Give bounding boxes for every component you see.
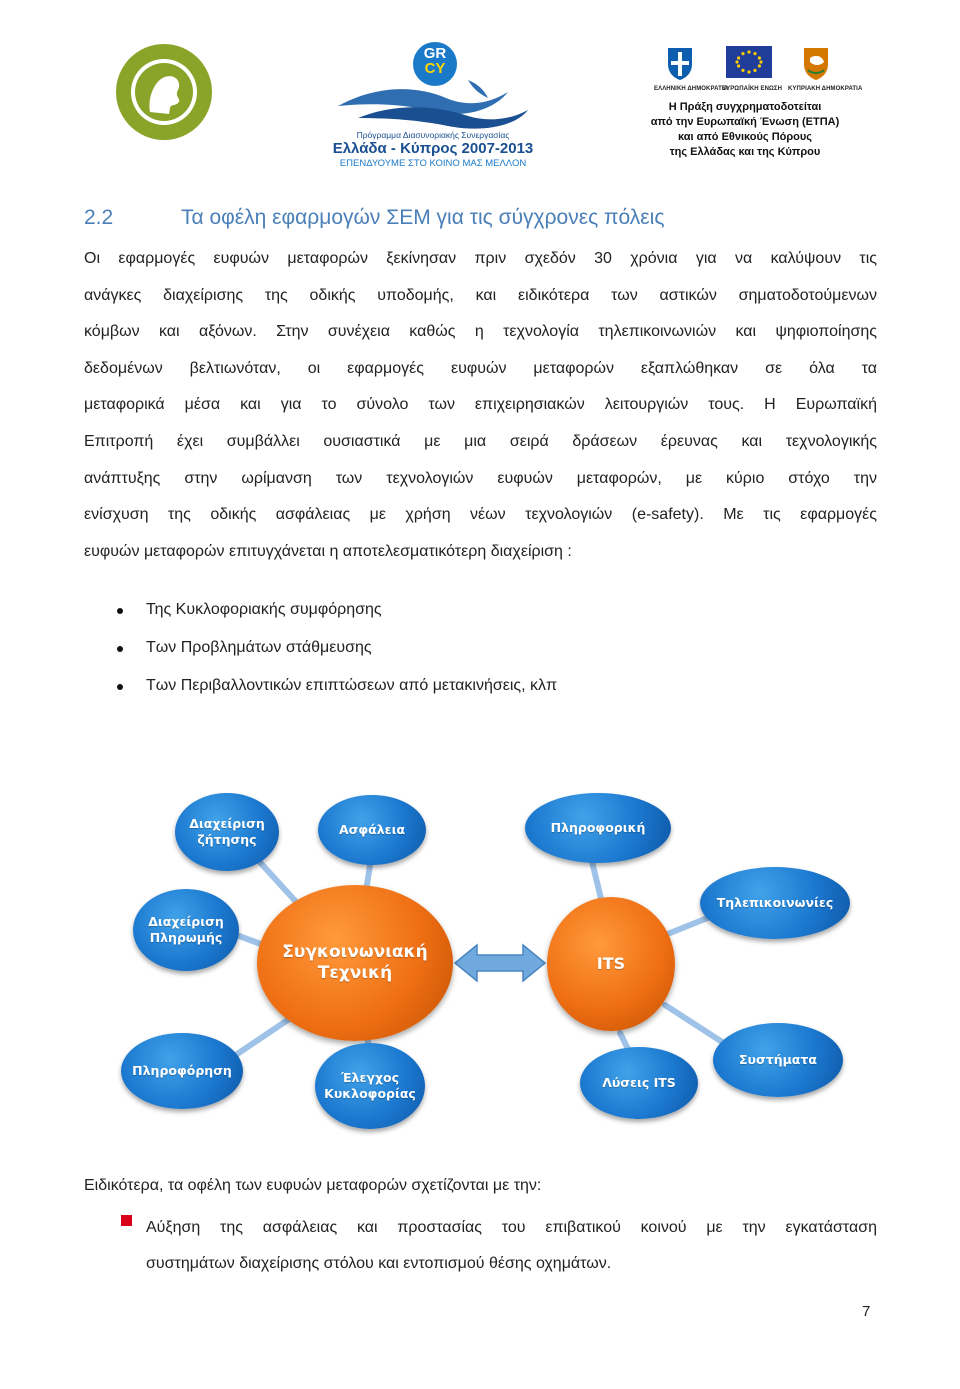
node-label: Λύσεις ITS bbox=[602, 1075, 676, 1091]
paragraph-line: ενίσχυση της οδικής ασφάλειας με χρήση νέων τεχνολογιών (e-safety). Με τις εφαρμογές bbox=[84, 506, 877, 524]
node-label: ζήτησης bbox=[197, 832, 257, 847]
flag-label-cyprus: ΚΥΠΡΙΑΚΗ ΔΗΜΟΚΡΑΤΙΑ bbox=[788, 86, 863, 92]
bullet-item: Των Περιβαλλοντικών επιπτώσεων από μετακινήσεις, κλπ bbox=[146, 677, 558, 694]
program-tagline: ΕΠΕΝΔΥΟΥΜΕ ΣΤΟ ΚΟΙΝΟ ΜΑΣ ΜΕΛΛΟΝ bbox=[339, 158, 527, 169]
badge-line-1: GR bbox=[423, 45, 447, 62]
node-information bbox=[121, 1033, 243, 1109]
bullet-dot-icon bbox=[117, 684, 123, 690]
its-diagram bbox=[132, 785, 885, 1145]
node-label: Πληροφορική bbox=[550, 820, 646, 836]
paragraph-line: ανάγκες διαχείρισης της οδικής υποδομής, και ειδικότερα των αστικών σηματοδοτούμενων bbox=[84, 286, 877, 304]
node-systems bbox=[713, 1023, 843, 1097]
paragraph-line: κόμβων και αξόνων. Στην συνέχεια καθώς η τεχνολογία τηλεπικοινωνιών και ψηφιοποίησης bbox=[84, 323, 877, 341]
bullet-dot-icon bbox=[117, 608, 123, 614]
node-its-solutions bbox=[580, 1047, 698, 1119]
paragraph-line: ανάπτυξης στην ωρίμανση των τεχνολογιών ευφυών μεταφορών, με κύριο στόχο την bbox=[84, 469, 877, 487]
node-label: Έλεγχος bbox=[340, 1070, 399, 1086]
red-square-bullet-icon bbox=[121, 1215, 132, 1226]
node-label: Τηλεπικοινωνίες bbox=[716, 895, 834, 911]
node-payment-management bbox=[133, 889, 239, 971]
node-safety bbox=[318, 795, 426, 865]
flag-label-eu: ΕΥΡΩΠΑΪΚΗ ΕΝΩΣΗ bbox=[722, 86, 783, 92]
section-heading bbox=[84, 206, 884, 234]
section-title: Τα οφέλη εφαρμογών ΣΕΜ για τις σύγχρονες πόλεις bbox=[181, 206, 665, 229]
node-informatics bbox=[525, 793, 671, 863]
paragraph-line: ευφυών μεταφορών επιτυγχάνεται η αποτελεσματικότερη διαχείριση : bbox=[84, 542, 572, 560]
benefit-item bbox=[146, 1210, 877, 1282]
funding-line-1: Η Πράξη συγχρηματοδοτείται bbox=[668, 101, 822, 113]
body-paragraph bbox=[84, 241, 877, 570]
node-label: Ασφάλεια bbox=[338, 822, 406, 838]
greek-emblem-icon bbox=[664, 44, 696, 82]
center-node-right bbox=[547, 897, 675, 1031]
node-telecommunications bbox=[700, 867, 850, 939]
center-node-left-line: Συγκοινωνιακή bbox=[282, 941, 428, 962]
program-title: Ελλάδα - Κύπρος 2007-2013 bbox=[332, 140, 534, 157]
page-number: 7 bbox=[862, 1303, 871, 1320]
node-label: Διαχείριση bbox=[148, 914, 224, 930]
flag-label-greece: ΕΛΛΗΝΙΚΗ ΔΗΜΟΚΡΑΤΙΑ bbox=[654, 86, 729, 92]
cyprus-emblem-icon bbox=[800, 44, 832, 82]
paragraph-line: δεδομένων βελτιωνόταν, οι εφαρμογές ευφυών μεταφορών εξαπλώθηκαν σε όλα τα bbox=[84, 359, 877, 377]
funding-line-3: και από Εθνικούς Πόρους bbox=[677, 131, 813, 143]
paragraph-line: Επιτροπή έχει συμβάλλει ουσιαστικά με μια σειρά δράσεων έρευνας και τεχνολογικής bbox=[84, 432, 877, 450]
node-label: Συστήματα bbox=[739, 1052, 817, 1068]
node-label: Πληροφόρηση bbox=[132, 1063, 232, 1079]
benefit-line: Αύξηση της ασφάλειας και προστασίας του επιβατικού κοινού με την εγκατάσταση bbox=[146, 1219, 877, 1236]
bullet-item: Των Προβλημάτων στάθμευσης bbox=[146, 639, 372, 656]
node-demand-management bbox=[175, 793, 279, 871]
center-node-left-line: Τεχνική bbox=[317, 963, 393, 983]
program-logo bbox=[318, 40, 548, 169]
center-node-left bbox=[257, 885, 453, 1041]
bullet-item: Της Κυκλοφοριακής συμφόρησης bbox=[146, 601, 382, 618]
section-number: 2.2 bbox=[84, 206, 114, 229]
center-node-right-label: ITS bbox=[596, 954, 626, 973]
seal-emblem-icon bbox=[114, 42, 214, 142]
paragraph-line: μεταφορικά μέσα και για το σύνολο των επιχειρησιακών λειτουργιών τους. Η Ευρωπαϊκή bbox=[84, 396, 877, 414]
funding-line-4: της Ελλάδας και της Κύπρου bbox=[669, 146, 821, 158]
seal-logo bbox=[114, 42, 214, 142]
bullet-dot-icon bbox=[117, 646, 123, 652]
paragraph-line: Οι εφαρμογές ευφυών μεταφορών ξεκίνησαν πριν σχεδόν 30 χρόνια για να καλύψουν τις bbox=[84, 250, 877, 267]
funding-block bbox=[640, 40, 863, 170]
program-line: Πρόγραμμα Διασυνοριακής Συνεργασίας bbox=[356, 130, 510, 140]
badge-line-2: CY bbox=[424, 60, 446, 77]
node-label: Κυκλοφορίας bbox=[324, 1086, 416, 1101]
benefits-intro: Ειδικότερα, τα οφέλη των ευφυών μεταφορών σχετίζονται με την: bbox=[84, 1177, 542, 1194]
funding-line-2: από την Ευρωπαϊκή Ένωση (ΕΤΠΑ) bbox=[650, 116, 840, 128]
node-label: Διαχείριση bbox=[189, 816, 265, 832]
funding-note bbox=[640, 100, 850, 160]
node-label: Πληρωμής bbox=[149, 930, 223, 945]
benefit-line: συστημάτων διαχείρισης στόλου και εντοπισμού θέσης οχημάτων. bbox=[146, 1255, 612, 1272]
node-traffic-control bbox=[315, 1043, 425, 1129]
eu-flag-icon bbox=[726, 46, 772, 78]
